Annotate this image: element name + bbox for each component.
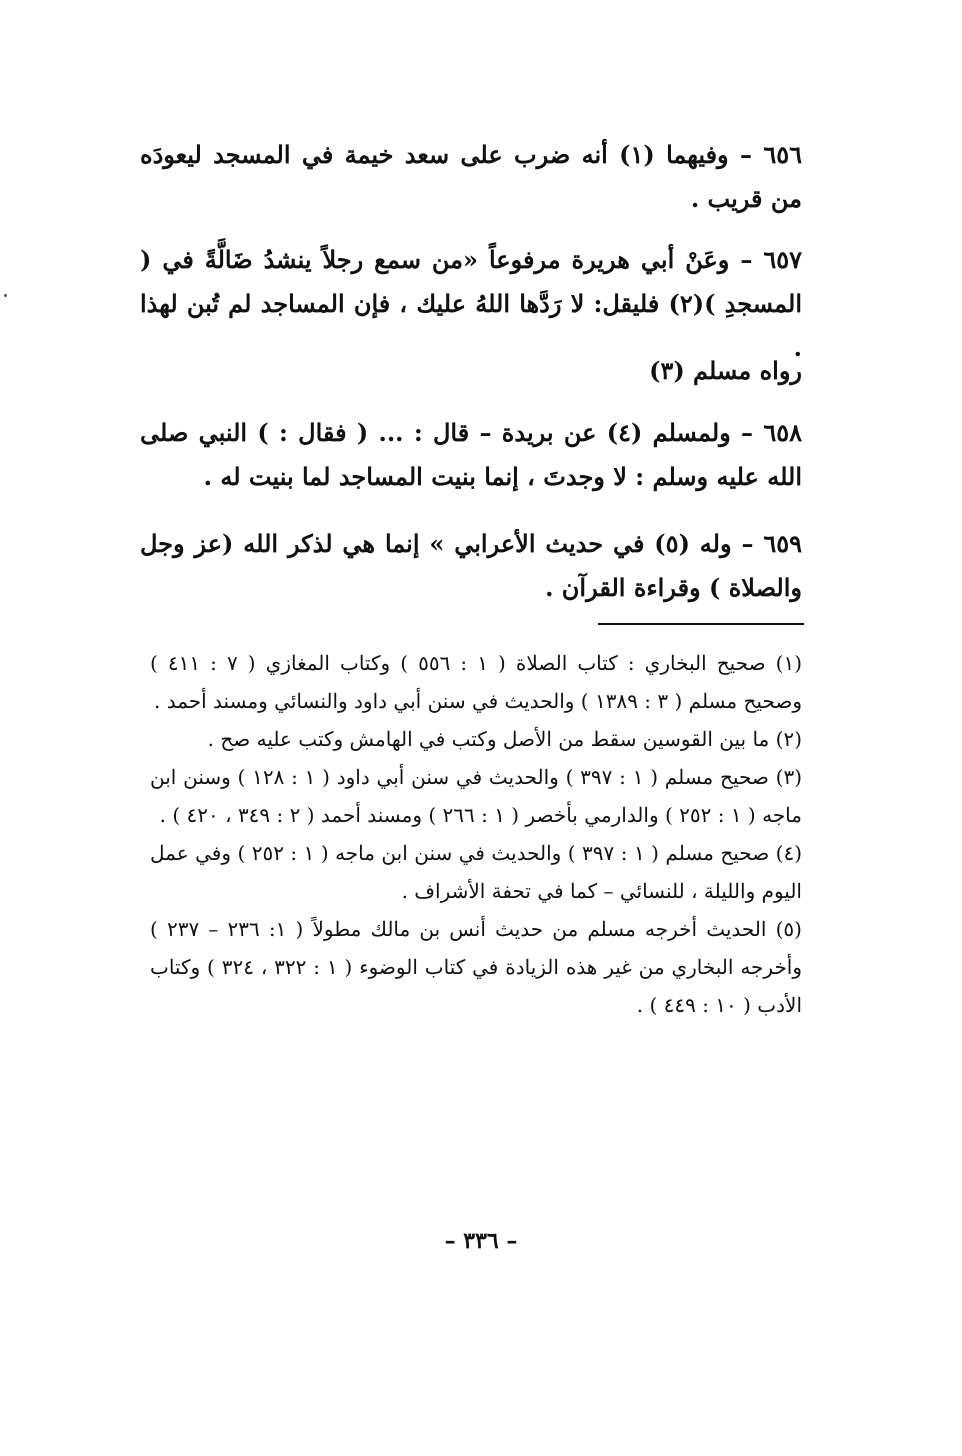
footnotes [150,644,802,1024]
hadith-number: ٦٥٨ [763,418,802,447]
footnote-2: (٢) ما بين القوسين سقط من الأصل وكتب في الهامش وكتب عليه صح . [207,727,802,751]
footnote-separator [598,623,804,625]
hadith-658 [140,411,802,499]
footnote-1: (١) صحيح البخاري : كتاب الصلاة ( ١ : ٥٥٦ ) وكتاب المغازي ( ٧ : ٤١١ ) وصحيح مسلم ( ٣ : ١٣٨٩ ) والحديث في سنن أبي داود والنسائي ومسند أحمد . [150,651,803,713]
page-number: – ٣٣٦ – [444,1228,518,1254]
hadith-659 [140,522,802,610]
hadith-text: – وفيهما (١) أنه ضرب على سعد خيمة في المسجد ليعودَه من قريب . [140,140,802,213]
hadith-text: – ولمسلم (٤) عن بريدة – قال : ... ( فقال : ) النبي صلى الله عليه وسلم : لا وجدتَ ، إنما بنيت المساجد لما بنيت له . [140,418,802,491]
hadith-657-source [140,349,802,393]
hadith-source-text: رواه مسلم (٣) [649,356,802,385]
hadith-656 [140,133,802,221]
hadith-number: ٦٥٦ [763,140,802,169]
hadith-text: – وعَنْ أبي هريرة مرفوعاً «من سمع رجلاً ينشدُ ضَالَّةً في ( المسجدِ )(٢) فليقل: لا رَدَّها اللهُ عليك ، فإن المساجد لم تُبن لهذا . [140,245,802,362]
footnote-5: (٥) الحديث أخرجه مسلم من حديث أنس بن مالك مطولاً ( ١: ٢٣٦ – ٢٣٧ ) وأخرجه البخاري من غير هذه الزيادة في كتاب الوضوء ( ١ : ٣٢٢ ، ٣٢٤ ) وكتاب الأدب ( ١٠ : ٤٤٩ ) . [150,917,803,1017]
footnote-3: (٣) صحيح مسلم ( ١ : ٣٩٧ ) والحديث في سنن أبي داود ( ١ : ١٢٨ ) وسنن ابن ماجه ( ١ : ٢٥٢ ) والدارمي بأخصر ( ١ : ٢٦٦ ) ومسند أحمد ( ٢ : ٣٤٩ ، ٤٢٠ ) . [150,765,803,827]
hadith-number: ٦٥٩ [763,529,803,558]
hadith-number: ٦٥٧ [763,245,802,274]
hadith-text: – وله (٥) في حديث الأعرابي » إنما هي لذكر الله (عز وجل والصلاة ) وقراءة القرآن . [140,529,802,602]
footnote-4: (٤) صحيح مسلم ( ١ : ٣٩٧ ) والحديث في سنن ابن ماجه ( ١ : ٢٥٢ ) وفي عمل اليوم والليلة ، للنسائي – كما في تحفة الأشراف . [150,841,803,903]
margin-mark [4,294,7,297]
